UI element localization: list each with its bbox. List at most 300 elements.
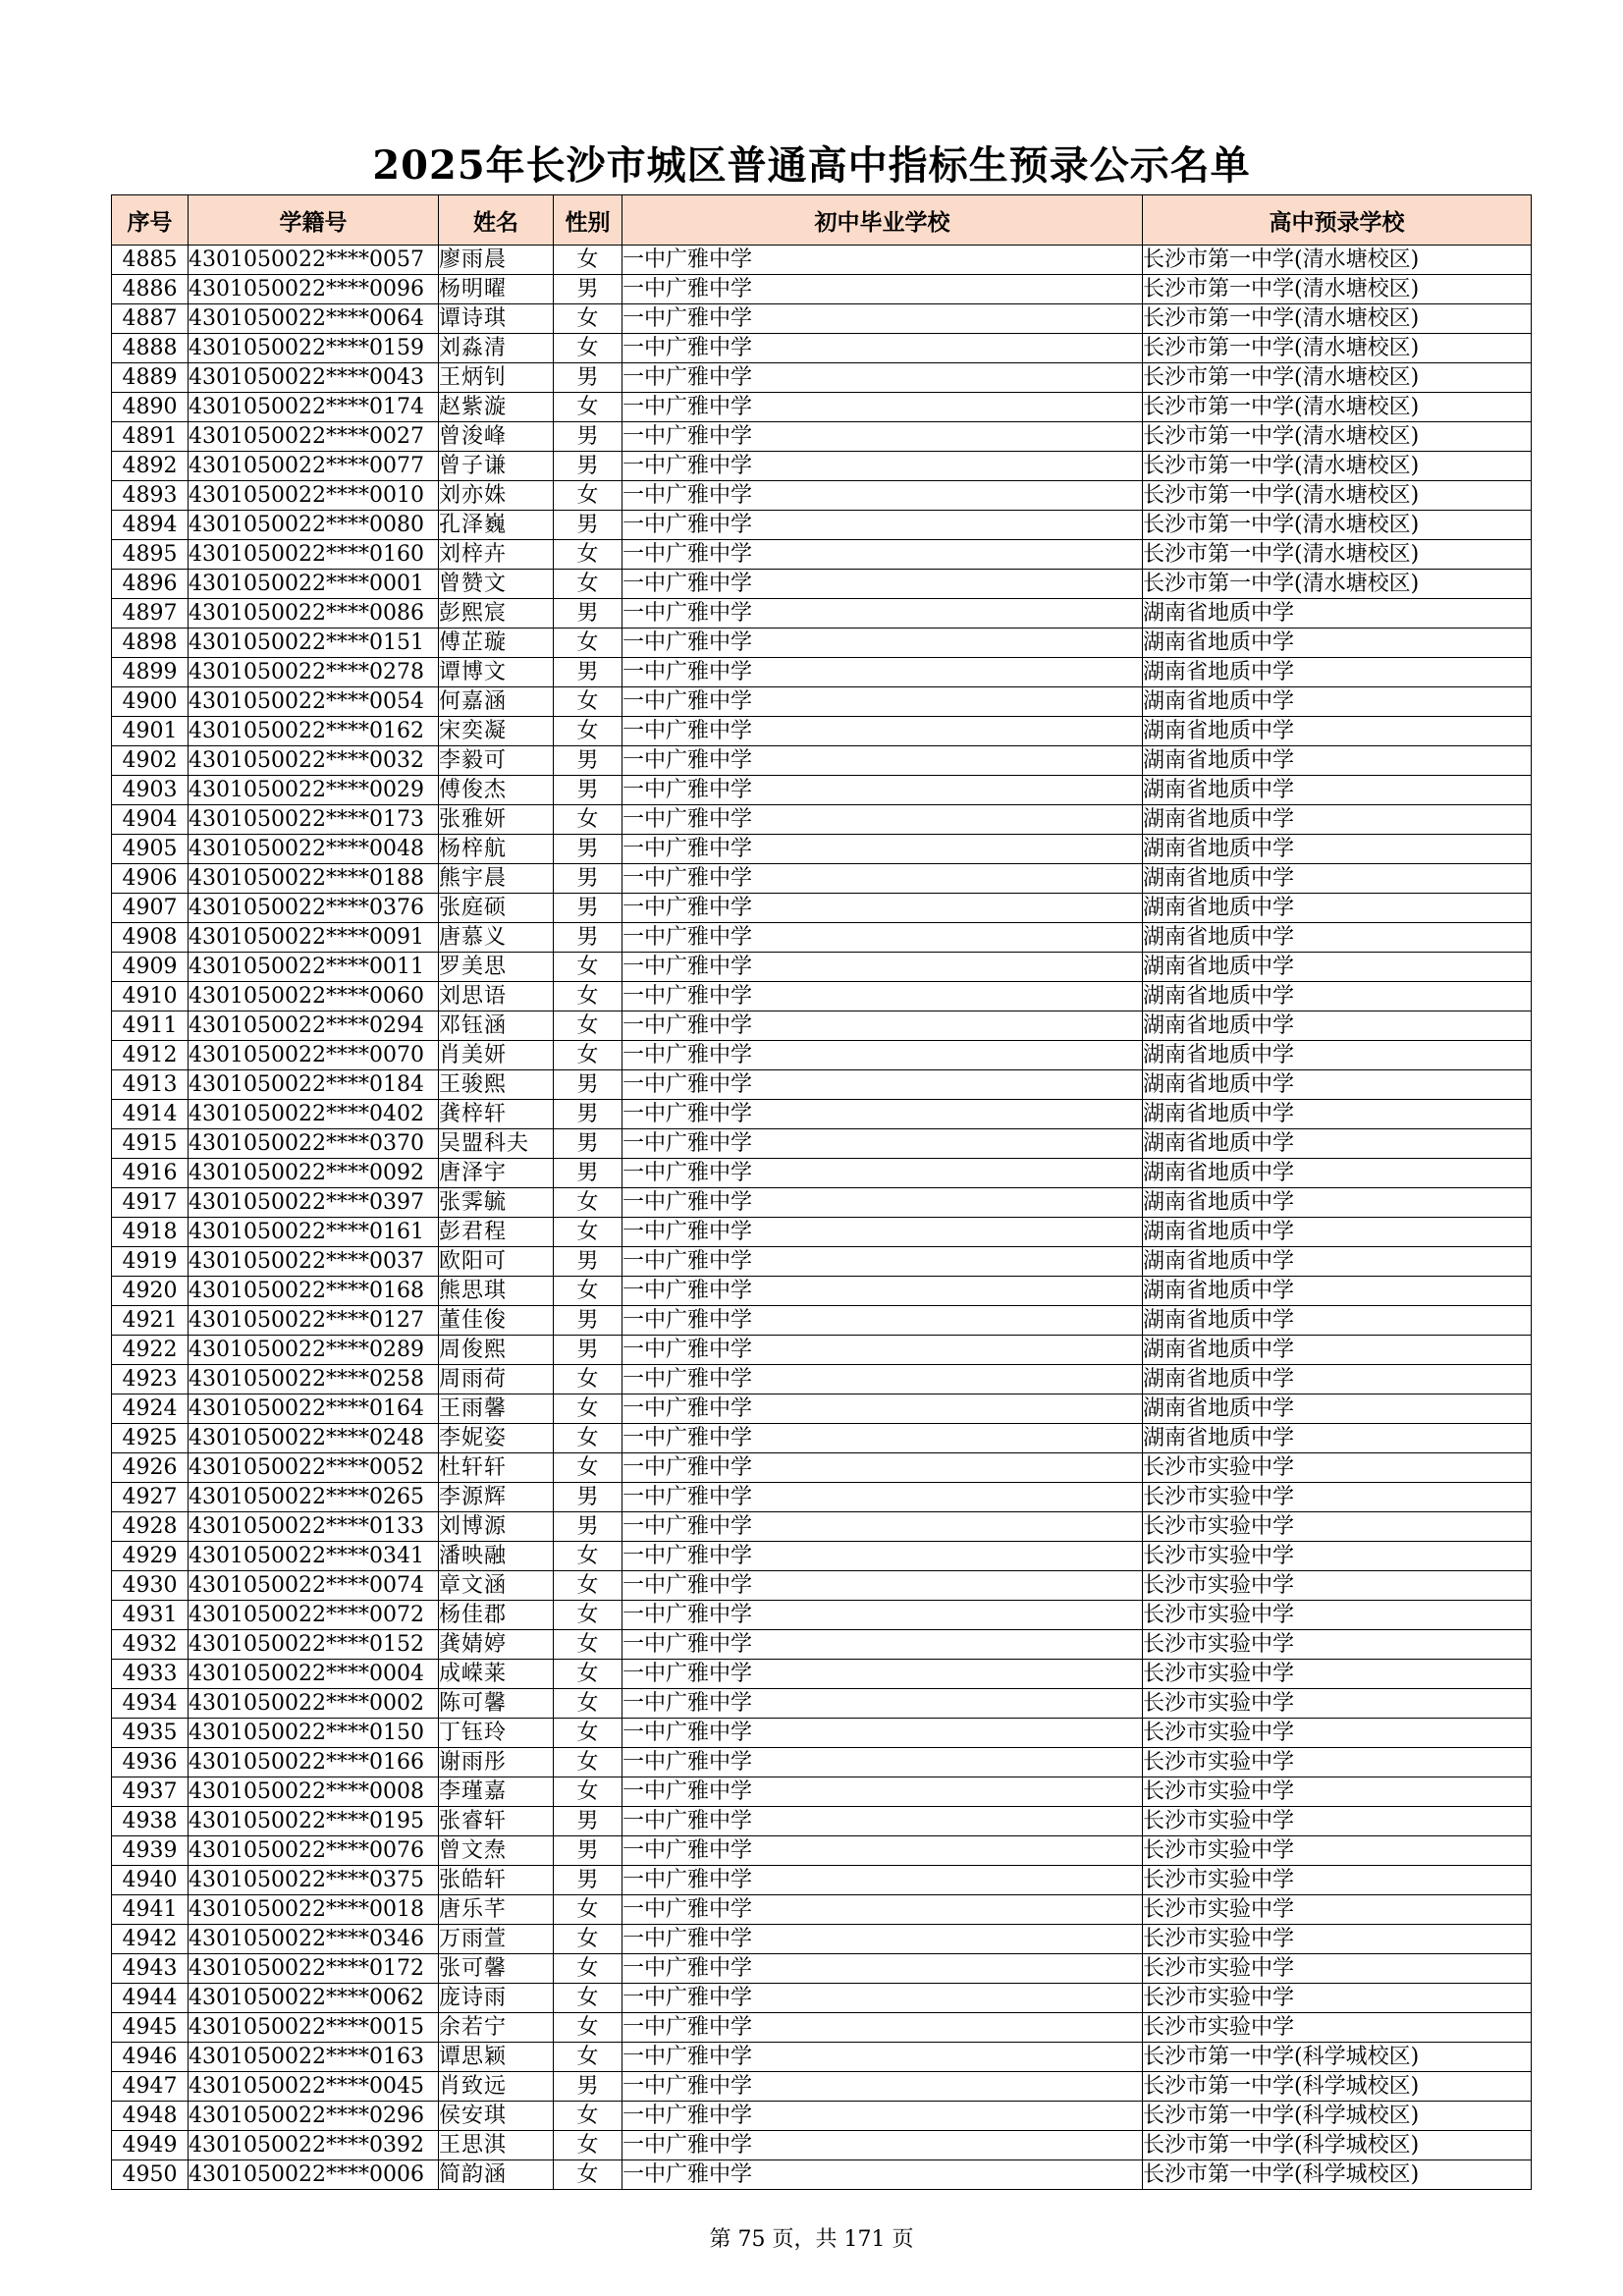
- table-row: [112, 1984, 1532, 2013]
- senior-school-cell: 长沙市第一中学(科学城校区): [1143, 2131, 1532, 2160]
- seq-cell: 4942: [112, 1925, 189, 1954]
- student-id-cell: 4301050022****0159: [189, 334, 439, 363]
- student-id-cell: 4301050022****0077: [189, 452, 439, 481]
- student-id-cell: 4301050022****0127: [189, 1306, 439, 1336]
- table-row: [112, 2013, 1532, 2043]
- junior-school-cell: 一中广雅中学: [622, 1895, 1143, 1925]
- student-id-cell: 4301050022****0002: [189, 1689, 439, 1719]
- student-id-cell: 4301050022****0166: [189, 1748, 439, 1777]
- student-id-cell: 4301050022****0392: [189, 2131, 439, 2160]
- seq-cell: 4904: [112, 805, 189, 835]
- gender-cell: 男: [554, 599, 622, 629]
- senior-school-cell: 长沙市第一中学(清水塘校区): [1143, 246, 1532, 275]
- name-cell: 陈可馨: [439, 1689, 554, 1719]
- name-cell: 庞诗雨: [439, 1984, 554, 2013]
- senior-school-cell: 长沙市实验中学: [1143, 1984, 1532, 2013]
- junior-school-cell: 一中广雅中学: [622, 982, 1143, 1011]
- gender-cell: 女: [554, 1777, 622, 1807]
- gender-cell: 男: [554, 1512, 622, 1542]
- seq-cell: 4941: [112, 1895, 189, 1925]
- student-id-cell: 4301050022****0011: [189, 953, 439, 982]
- name-cell: 肖致远: [439, 2072, 554, 2102]
- senior-school-cell: 长沙市第一中学(科学城校区): [1143, 2160, 1532, 2190]
- table-row: [112, 481, 1532, 511]
- gender-cell: 男: [554, 1070, 622, 1100]
- junior-school-cell: 一中广雅中学: [622, 1100, 1143, 1129]
- seq-cell: 4933: [112, 1660, 189, 1689]
- name-cell: 杨明曜: [439, 275, 554, 304]
- table-row: [112, 982, 1532, 1011]
- seq-cell: 4922: [112, 1336, 189, 1365]
- junior-school-cell: 一中广雅中学: [622, 658, 1143, 687]
- senior-school-cell: 湖南省地质中学: [1143, 1365, 1532, 1394]
- name-cell: 唐乐芊: [439, 1895, 554, 1925]
- student-id-cell: 4301050022****0004: [189, 1660, 439, 1689]
- gender-cell: 女: [554, 953, 622, 982]
- senior-school-cell: 长沙市实验中学: [1143, 1925, 1532, 1954]
- student-id-cell: 4301050022****0188: [189, 864, 439, 894]
- table-row: [112, 805, 1532, 835]
- junior-school-cell: 一中广雅中学: [622, 1306, 1143, 1336]
- gender-cell: 男: [554, 894, 622, 923]
- name-cell: 谭诗琪: [439, 304, 554, 334]
- table-row: [112, 1100, 1532, 1129]
- seq-cell: 4893: [112, 481, 189, 511]
- senior-school-cell: 长沙市第一中学(清水塘校区): [1143, 422, 1532, 452]
- gender-cell: 女: [554, 1453, 622, 1483]
- table-row: [112, 1306, 1532, 1336]
- name-cell: 张可馨: [439, 1954, 554, 1984]
- table-row: [112, 511, 1532, 540]
- junior-school-cell: 一中广雅中学: [622, 1777, 1143, 1807]
- gender-cell: 男: [554, 1336, 622, 1365]
- seq-cell: 4949: [112, 2131, 189, 2160]
- senior-school-cell: 长沙市实验中学: [1143, 1483, 1532, 1512]
- senior-school-cell: 湖南省地质中学: [1143, 1306, 1532, 1336]
- student-id-cell: 4301050022****0184: [189, 1070, 439, 1100]
- name-cell: 周俊熙: [439, 1336, 554, 1365]
- name-cell: 孔泽巍: [439, 511, 554, 540]
- name-cell: 丁钰玲: [439, 1719, 554, 1748]
- junior-school-cell: 一中广雅中学: [622, 1453, 1143, 1483]
- senior-school-cell: 湖南省地质中学: [1143, 658, 1532, 687]
- gender-cell: 女: [554, 481, 622, 511]
- junior-school-cell: 一中广雅中学: [622, 599, 1143, 629]
- seq-cell: 4939: [112, 1836, 189, 1866]
- table-row: [112, 1925, 1532, 1954]
- gender-cell: 女: [554, 540, 622, 570]
- gender-cell: 男: [554, 864, 622, 894]
- junior-school-cell: 一中广雅中学: [622, 2043, 1143, 2072]
- name-cell: 成嵘莱: [439, 1660, 554, 1689]
- seq-cell: 4915: [112, 1129, 189, 1159]
- seq-cell: 4931: [112, 1601, 189, 1630]
- seq-cell: 4938: [112, 1807, 189, 1836]
- name-cell: 唐泽宇: [439, 1159, 554, 1188]
- seq-cell: 4890: [112, 393, 189, 422]
- seq-cell: 4903: [112, 776, 189, 805]
- student-id-cell: 4301050022****0174: [189, 393, 439, 422]
- name-cell: 刘梓卉: [439, 540, 554, 570]
- gender-cell: 男: [554, 1483, 622, 1512]
- junior-school-cell: 一中广雅中学: [622, 1748, 1143, 1777]
- student-id-cell: 4301050022****0048: [189, 835, 439, 864]
- table-row: [112, 1660, 1532, 1689]
- table-row: [112, 1041, 1532, 1070]
- junior-school-cell: 一中广雅中学: [622, 1218, 1143, 1247]
- junior-school-cell: 一中广雅中学: [622, 1129, 1143, 1159]
- seq-cell: 4891: [112, 422, 189, 452]
- table-row: [112, 1689, 1532, 1719]
- gender-cell: 女: [554, 1601, 622, 1630]
- seq-cell: 4937: [112, 1777, 189, 1807]
- senior-school-cell: 长沙市实验中学: [1143, 1571, 1532, 1601]
- senior-school-cell: 长沙市实验中学: [1143, 1719, 1532, 1748]
- senior-school-cell: 湖南省地质中学: [1143, 1070, 1532, 1100]
- gender-cell: 男: [554, 1866, 622, 1895]
- name-cell: 廖雨晨: [439, 246, 554, 275]
- name-cell: 刘淼清: [439, 334, 554, 363]
- table-row: [112, 2102, 1532, 2131]
- name-cell: 肖美妍: [439, 1041, 554, 1070]
- gender-cell: 女: [554, 1011, 622, 1041]
- table-row: [112, 452, 1532, 481]
- table-row: [112, 1895, 1532, 1925]
- table-row: [112, 2160, 1532, 2190]
- gender-cell: 男: [554, 2072, 622, 2102]
- junior-school-cell: 一中广雅中学: [622, 1394, 1143, 1424]
- junior-school-cell: 一中广雅中学: [622, 864, 1143, 894]
- seq-cell: 4932: [112, 1630, 189, 1660]
- header-name: 姓名: [439, 195, 554, 246]
- senior-school-cell: 湖南省地质中学: [1143, 864, 1532, 894]
- seq-cell: 4897: [112, 599, 189, 629]
- junior-school-cell: 一中广雅中学: [622, 1011, 1143, 1041]
- name-cell: 杨佳郡: [439, 1601, 554, 1630]
- table-row: [112, 363, 1532, 393]
- gender-cell: 女: [554, 2043, 622, 2072]
- junior-school-cell: 一中广雅中学: [622, 304, 1143, 334]
- senior-school-cell: 湖南省地质中学: [1143, 835, 1532, 864]
- gender-cell: 女: [554, 1660, 622, 1689]
- student-id-cell: 4301050022****0092: [189, 1159, 439, 1188]
- seq-cell: 4919: [112, 1247, 189, 1277]
- student-id-cell: 4301050022****0151: [189, 629, 439, 658]
- seq-cell: 4923: [112, 1365, 189, 1394]
- junior-school-cell: 一中广雅中学: [622, 1866, 1143, 1895]
- seq-cell: 4930: [112, 1571, 189, 1601]
- senior-school-cell: 长沙市第一中学(清水塘校区): [1143, 363, 1532, 393]
- seq-cell: 4887: [112, 304, 189, 334]
- junior-school-cell: 一中广雅中学: [622, 835, 1143, 864]
- gender-cell: 女: [554, 1571, 622, 1601]
- junior-school-cell: 一中广雅中学: [622, 2160, 1143, 2190]
- seq-cell: 4921: [112, 1306, 189, 1336]
- name-cell: 谢雨彤: [439, 1748, 554, 1777]
- senior-school-cell: 湖南省地质中学: [1143, 1188, 1532, 1218]
- gender-cell: 女: [554, 2131, 622, 2160]
- student-id-cell: 4301050022****0060: [189, 982, 439, 1011]
- senior-school-cell: 长沙市第一中学(科学城校区): [1143, 2072, 1532, 2102]
- senior-school-cell: 湖南省地质中学: [1143, 746, 1532, 776]
- gender-cell: 男: [554, 1807, 622, 1836]
- senior-school-cell: 湖南省地质中学: [1143, 894, 1532, 923]
- seq-cell: 4943: [112, 1954, 189, 1984]
- senior-school-cell: 长沙市第一中学(科学城校区): [1143, 2102, 1532, 2131]
- table-row: [112, 2072, 1532, 2102]
- table-row: [112, 1129, 1532, 1159]
- table-row: [112, 629, 1532, 658]
- seq-cell: 4924: [112, 1394, 189, 1424]
- name-cell: 熊思琪: [439, 1277, 554, 1306]
- header-student-id: 学籍号: [189, 195, 439, 246]
- seq-cell: 4902: [112, 746, 189, 776]
- junior-school-cell: 一中广雅中学: [622, 334, 1143, 363]
- table-row: [112, 864, 1532, 894]
- seq-cell: 4940: [112, 1866, 189, 1895]
- seq-cell: 4906: [112, 864, 189, 894]
- name-cell: 张雅妍: [439, 805, 554, 835]
- student-id-cell: 4301050022****0162: [189, 717, 439, 746]
- junior-school-cell: 一中广雅中学: [622, 481, 1143, 511]
- junior-school-cell: 一中广雅中学: [622, 1719, 1143, 1748]
- senior-school-cell: 长沙市第一中学(清水塘校区): [1143, 275, 1532, 304]
- name-cell: 唐慕义: [439, 923, 554, 953]
- gender-cell: 女: [554, 805, 622, 835]
- gender-cell: 女: [554, 1041, 622, 1070]
- junior-school-cell: 一中广雅中学: [622, 540, 1143, 570]
- seq-cell: 4913: [112, 1070, 189, 1100]
- gender-cell: 男: [554, 835, 622, 864]
- gender-cell: 女: [554, 1925, 622, 1954]
- junior-school-cell: 一中广雅中学: [622, 687, 1143, 717]
- junior-school-cell: 一中广雅中学: [622, 1542, 1143, 1571]
- seq-cell: 4899: [112, 658, 189, 687]
- gender-cell: 男: [554, 422, 622, 452]
- senior-school-cell: 湖南省地质中学: [1143, 1129, 1532, 1159]
- gender-cell: 女: [554, 1719, 622, 1748]
- student-id-cell: 4301050022****0015: [189, 2013, 439, 2043]
- gender-cell: 女: [554, 1689, 622, 1719]
- gender-cell: 男: [554, 452, 622, 481]
- name-cell: 谭思颖: [439, 2043, 554, 2072]
- junior-school-cell: 一中广雅中学: [622, 1630, 1143, 1660]
- gender-cell: 女: [554, 570, 622, 599]
- gender-cell: 女: [554, 629, 622, 658]
- student-id-cell: 4301050022****0043: [189, 363, 439, 393]
- senior-school-cell: 湖南省地质中学: [1143, 599, 1532, 629]
- seq-cell: 4885: [112, 246, 189, 275]
- seq-cell: 4901: [112, 717, 189, 746]
- senior-school-cell: 长沙市实验中学: [1143, 1866, 1532, 1895]
- gender-cell: 女: [554, 982, 622, 1011]
- junior-school-cell: 一中广雅中学: [622, 1424, 1143, 1453]
- student-id-cell: 4301050022****0294: [189, 1011, 439, 1041]
- name-cell: 张皓轩: [439, 1866, 554, 1895]
- student-id-cell: 4301050022****0027: [189, 422, 439, 452]
- name-cell: 彭熙宸: [439, 599, 554, 629]
- seq-cell: 4944: [112, 1984, 189, 2013]
- student-id-cell: 4301050022****0397: [189, 1188, 439, 1218]
- seq-cell: 4895: [112, 540, 189, 570]
- student-id-cell: 4301050022****0045: [189, 2072, 439, 2102]
- senior-school-cell: 长沙市实验中学: [1143, 1542, 1532, 1571]
- senior-school-cell: 湖南省地质中学: [1143, 805, 1532, 835]
- gender-cell: 男: [554, 275, 622, 304]
- gender-cell: 男: [554, 1836, 622, 1866]
- gender-cell: 男: [554, 746, 622, 776]
- gender-cell: 女: [554, 1954, 622, 1984]
- seq-cell: 4894: [112, 511, 189, 540]
- senior-school-cell: 湖南省地质中学: [1143, 1041, 1532, 1070]
- student-id-cell: 4301050022****0173: [189, 805, 439, 835]
- table-row: [112, 1159, 1532, 1188]
- name-cell: 何嘉涵: [439, 687, 554, 717]
- senior-school-cell: 长沙市第一中学(清水塘校区): [1143, 570, 1532, 599]
- gender-cell: 男: [554, 658, 622, 687]
- name-cell: 李妮姿: [439, 1424, 554, 1453]
- senior-school-cell: 长沙市实验中学: [1143, 1807, 1532, 1836]
- seq-cell: 4905: [112, 835, 189, 864]
- name-cell: 刘博源: [439, 1512, 554, 1542]
- seq-cell: 4889: [112, 363, 189, 393]
- name-cell: 王思淇: [439, 2131, 554, 2160]
- name-cell: 傅芷璇: [439, 629, 554, 658]
- gender-cell: 女: [554, 1984, 622, 2013]
- name-cell: 龚婧婷: [439, 1630, 554, 1660]
- student-id-cell: 4301050022****0037: [189, 1247, 439, 1277]
- gender-cell: 男: [554, 776, 622, 805]
- name-cell: 李瑾嘉: [439, 1777, 554, 1807]
- junior-school-cell: 一中广雅中学: [622, 2131, 1143, 2160]
- table-row: [112, 2131, 1532, 2160]
- name-cell: 余若宁: [439, 2013, 554, 2043]
- student-id-cell: 4301050022****0070: [189, 1041, 439, 1070]
- junior-school-cell: 一中广雅中学: [622, 629, 1143, 658]
- name-cell: 李源辉: [439, 1483, 554, 1512]
- senior-school-cell: 长沙市实验中学: [1143, 1453, 1532, 1483]
- student-id-cell: 4301050022****0160: [189, 540, 439, 570]
- gender-cell: 女: [554, 1630, 622, 1660]
- senior-school-cell: 湖南省地质中学: [1143, 1277, 1532, 1306]
- junior-school-cell: 一中广雅中学: [622, 1571, 1143, 1601]
- table-row: [112, 717, 1532, 746]
- senior-school-cell: 长沙市实验中学: [1143, 1512, 1532, 1542]
- table-row: [112, 1277, 1532, 1306]
- student-id-cell: 4301050022****0091: [189, 923, 439, 953]
- seq-cell: 4917: [112, 1188, 189, 1218]
- junior-school-cell: 一中广雅中学: [622, 1836, 1143, 1866]
- student-id-cell: 4301050022****0076: [189, 1836, 439, 1866]
- gender-cell: 女: [554, 1748, 622, 1777]
- seq-cell: 4898: [112, 629, 189, 658]
- senior-school-cell: 湖南省地质中学: [1143, 776, 1532, 805]
- junior-school-cell: 一中广雅中学: [622, 953, 1143, 982]
- name-cell: 罗美思: [439, 953, 554, 982]
- seq-cell: 4907: [112, 894, 189, 923]
- junior-school-cell: 一中广雅中学: [622, 746, 1143, 776]
- student-id-cell: 4301050022****0370: [189, 1129, 439, 1159]
- senior-school-cell: 长沙市第一中学(科学城校区): [1143, 2043, 1532, 2072]
- gender-cell: 女: [554, 1218, 622, 1247]
- gender-cell: 女: [554, 717, 622, 746]
- junior-school-cell: 一中广雅中学: [622, 422, 1143, 452]
- junior-school-cell: 一中广雅中学: [622, 1041, 1143, 1070]
- senior-school-cell: 长沙市第一中学(清水塘校区): [1143, 481, 1532, 511]
- gender-cell: 男: [554, 1159, 622, 1188]
- junior-school-cell: 一中广雅中学: [622, 1277, 1143, 1306]
- gender-cell: 男: [554, 1100, 622, 1129]
- table-row: [112, 923, 1532, 953]
- table-row: [112, 1011, 1532, 1041]
- name-cell: 曾子谦: [439, 452, 554, 481]
- table-row: [112, 1866, 1532, 1895]
- gender-cell: 女: [554, 1542, 622, 1571]
- table-row: [112, 304, 1532, 334]
- table-row: [112, 1512, 1532, 1542]
- student-id-cell: 4301050022****0375: [189, 1866, 439, 1895]
- table-row: [112, 540, 1532, 570]
- table-row: [112, 1394, 1532, 1424]
- gender-cell: 女: [554, 2013, 622, 2043]
- student-id-cell: 4301050022****0072: [189, 1601, 439, 1630]
- name-cell: 简韵涵: [439, 2160, 554, 2190]
- table-row: [112, 1336, 1532, 1365]
- seq-cell: 4888: [112, 334, 189, 363]
- table-row: [112, 1365, 1532, 1394]
- page-footer: 第 75 页，共 171 页: [709, 2227, 914, 2252]
- table-row: [112, 1247, 1532, 1277]
- gender-cell: 女: [554, 1188, 622, 1218]
- junior-school-cell: 一中广雅中学: [622, 1601, 1143, 1630]
- name-cell: 彭君程: [439, 1218, 554, 1247]
- gender-cell: 女: [554, 2160, 622, 2190]
- table-row: [112, 1571, 1532, 1601]
- table-row: [112, 275, 1532, 304]
- student-id-cell: 4301050022****0265: [189, 1483, 439, 1512]
- student-id-cell: 4301050022****0195: [189, 1807, 439, 1836]
- senior-school-cell: 长沙市第一中学(清水塘校区): [1143, 540, 1532, 570]
- student-id-cell: 4301050022****0096: [189, 275, 439, 304]
- seq-cell: 4886: [112, 275, 189, 304]
- student-id-cell: 4301050022****0278: [189, 658, 439, 687]
- seq-cell: 4926: [112, 1453, 189, 1483]
- name-cell: 万雨萱: [439, 1925, 554, 1954]
- student-id-cell: 4301050022****0029: [189, 776, 439, 805]
- table-row: [112, 1483, 1532, 1512]
- senior-school-cell: 长沙市实验中学: [1143, 2013, 1532, 2043]
- junior-school-cell: 一中广雅中学: [622, 1188, 1143, 1218]
- senior-school-cell: 湖南省地质中学: [1143, 923, 1532, 953]
- name-cell: 刘亦姝: [439, 481, 554, 511]
- student-list-table: [111, 194, 1532, 2190]
- student-id-cell: 4301050022****0248: [189, 1424, 439, 1453]
- gender-cell: 男: [554, 1129, 622, 1159]
- gender-cell: 女: [554, 304, 622, 334]
- senior-school-cell: 湖南省地质中学: [1143, 1011, 1532, 1041]
- senior-school-cell: 长沙市第一中学(清水塘校区): [1143, 511, 1532, 540]
- table-row: [112, 1601, 1532, 1630]
- student-id-cell: 4301050022****0052: [189, 1453, 439, 1483]
- junior-school-cell: 一中广雅中学: [622, 776, 1143, 805]
- seq-cell: 4947: [112, 2072, 189, 2102]
- table-row: [112, 953, 1532, 982]
- senior-school-cell: 长沙市实验中学: [1143, 1895, 1532, 1925]
- student-id-cell: 4301050022****0161: [189, 1218, 439, 1247]
- table-row: [112, 422, 1532, 452]
- name-cell: 王骏熙: [439, 1070, 554, 1100]
- senior-school-cell: 湖南省地质中学: [1143, 687, 1532, 717]
